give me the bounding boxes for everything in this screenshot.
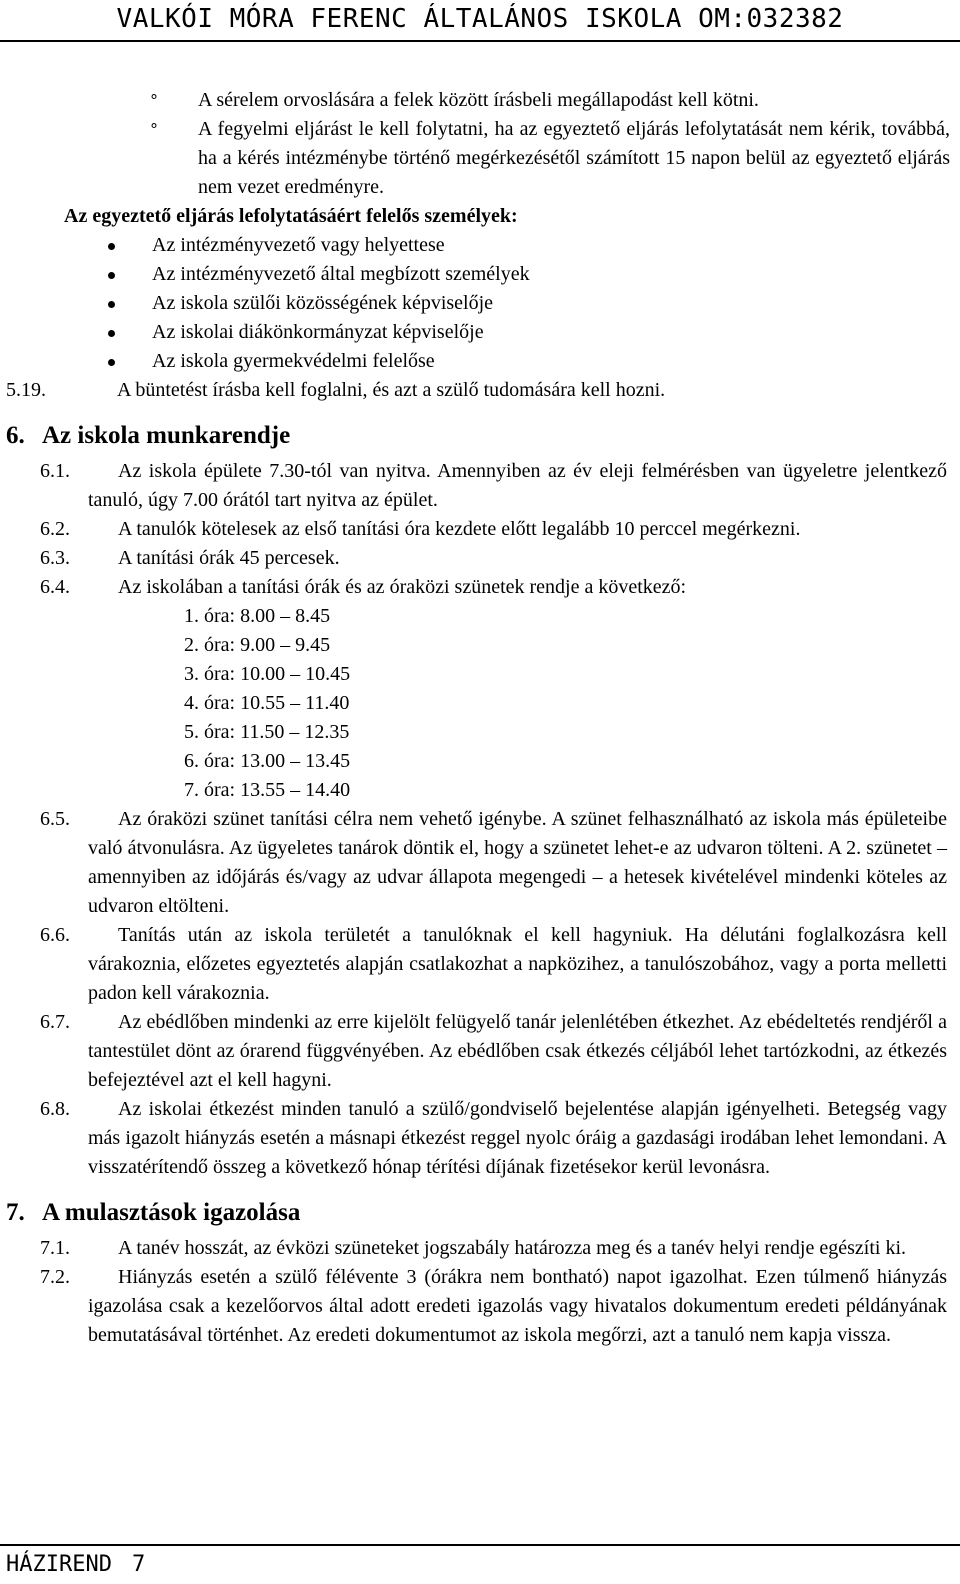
item-text: Az iskolai étkezést minden tanuló a szülő/gondviselő bejelentése alapján igényelheti. Betegség vagy más igazolt hiányzás esetén a másnapi étkezést reggel nyolc óráig a gazdasági irodában lehet lemondani. A visszatérítendő összeg a következő hónap térítési díjának fizetésekor kerül levonásra. [88, 1098, 947, 1178]
numbered-item [0, 457, 960, 515]
numbered-item [0, 544, 960, 573]
numbered-item [0, 921, 960, 1008]
item-number: 6.7. [40, 1011, 70, 1033]
bullet-list-item [0, 289, 960, 318]
item-text: Az óraközi szünet tanítási célra nem vehető igénybe. A szünet felhasználható az iskola más épületeibe való átvonulásra. Az ügyeletes tanárok döntik el, hogy a szünetet lehet-e az udvaron tölteni. A 2. szünetet – amennyiben az időjárás és/vagy az udvar állapota megengedi – a hetesek kivételével mindenki köteles az udvaron eltölteni. [88, 808, 947, 917]
page-header [0, 0, 960, 44]
schedule-row: 2. óra: 9.00 – 9.45 [184, 634, 331, 656]
footer-divider [0, 1544, 960, 1546]
schedule-row: 1. óra: 8.00 – 8.45 [184, 605, 331, 627]
numbered-item [0, 1263, 960, 1350]
item-number: 6.4. [40, 576, 70, 598]
bullet-item-text: Az intézményvezető által megbízott személyek [152, 263, 530, 285]
header-divider [0, 40, 960, 42]
bullet-dot-icon [108, 330, 115, 337]
circle-bullet-icon: ° [150, 120, 158, 139]
item-text: Az iskolában a tanítási órák és az óraközi szünetek rendje a következő: [118, 576, 687, 598]
section-7-heading [0, 1196, 960, 1230]
bullet-dot-icon [108, 359, 115, 366]
schedule-row: 4. óra: 10.55 – 11.40 [184, 692, 350, 714]
lesson-schedule [0, 602, 960, 805]
school-title: VALKÓI MÓRA FERENC ÁLTALÁNOS ISKOLA OM:032382 [116, 4, 844, 34]
footer-label: HÁZIREND [6, 1552, 112, 1577]
circle-item-text: A sérelem orvoslására a felek között írásbeli megállapodást kell kötni. [198, 89, 759, 111]
numbered-item [0, 1095, 960, 1182]
item-number: 6.5. [40, 808, 70, 830]
item-number: 6.1. [40, 460, 70, 482]
schedule-row: 3. óra: 10.00 – 10.45 [184, 663, 351, 685]
numbered-item [0, 515, 960, 544]
section-title: Az iskola munkarendje [42, 422, 291, 449]
item-number: 7.2. [40, 1266, 70, 1288]
bullet-dot-icon [108, 272, 115, 279]
bullet-item-text: Az iskola gyermekvédelmi felelőse [152, 350, 435, 372]
bullet-list-item [0, 347, 960, 376]
bullet-list-item [0, 231, 960, 260]
item-text: A tanulók kötelesek az első tanítási óra kezdete előtt legalább 10 perccel megérkezni. [118, 518, 801, 540]
circle-list-item [0, 115, 960, 202]
circle-item-text: A fegyelmi eljárást le kell folytatni, ha az egyeztető eljárás lefolytatását nem kérik, továbbá, ha a kérés intézménybe történő megérkezésétől számított 15 napon belül az egyeztető eljárás nem vezet eredményre. [198, 118, 950, 198]
bullet-list-item [0, 260, 960, 289]
item-number: 6.3. [40, 547, 70, 569]
section-6-heading [0, 419, 960, 453]
bullet-dot-icon [108, 243, 115, 250]
section-number: 6. [6, 422, 25, 449]
numbered-item [0, 805, 960, 921]
item-number: 5.19. [6, 379, 46, 401]
bullet-list-item [0, 318, 960, 347]
item-text: A tanév hosszát, az évközi szüneteket jogszabály határozza meg és a tanév helyi rendje egészíti ki. [118, 1237, 907, 1259]
item-text: Hiányzás esetén a szülő félévente 3 (órákra nem bontható) napot igazolhat. Ezen túlmenő hiányzás igazolása csak a kezelőorvos által adott eredeti igazolás vagy hivatalos dokumentum eredeti példányának bemutatásával történhet. Az eredeti dokumentumot az iskola megőrzi, azt a tanuló nem kapja vissza. [88, 1266, 947, 1346]
item-text: Az ebédlőben mindenki az erre kijelölt felügyelő tanár jelenlétében étkezhet. Az ebédeltetés rendjéről a tantestület dönt az órarend függvényében. Az ebédlőben csak étkezés céljából lehet tartózkodni, az étkezés befejeztével azt el kell hagyni. [88, 1011, 947, 1091]
item-text: A büntetést írásba kell foglalni, és azt a szülő tudomására kell hozni. [117, 379, 666, 401]
numbered-item [0, 573, 960, 602]
numbered-item [0, 1008, 960, 1095]
bullet-item-text: Az iskolai diákönkormányzat képviselője [152, 321, 484, 343]
bullet-dot-icon [108, 301, 115, 308]
document-body [0, 86, 960, 1350]
item-text: Az iskola épülete 7.30-tól van nyitva. Amennyiben az év eleji felmérésben van ügyeletre jelentkező tanuló, úgy 7.00 órától tart nyitva az épület. [88, 460, 947, 511]
item-text: Tanítás után az iskola területét a tanulóknak el kell hagyniuk. Ha délutáni foglalkozásra kell várakoznia, előzetes egyeztetés alapján csatlakozhat a napközihez, a tanulószobához, vagy a porta melletti padon kell várakoznia. [88, 924, 947, 1004]
item-number: 6.6. [40, 924, 70, 946]
item-text: A tanítási órák 45 percesek. [118, 547, 340, 569]
page-footer [6, 1548, 145, 1582]
numbered-item [0, 1234, 960, 1263]
section-number: 7. [6, 1199, 25, 1226]
bullet-item-text: Az iskola szülői közösségének képviselője [152, 292, 494, 314]
item-number: 7.1. [40, 1237, 70, 1259]
numbered-item-5-19 [0, 376, 960, 405]
page-number: 7 [131, 1552, 146, 1577]
responsible-persons-title: Az egyeztető eljárás lefolytatásáért felelős személyek: [64, 205, 518, 227]
item-number: 6.8. [40, 1098, 70, 1120]
schedule-row: 7. óra: 13.55 – 14.40 [184, 779, 351, 801]
circle-bullet-icon: ° [150, 91, 158, 110]
circle-list-item [0, 86, 960, 115]
section-title: A mulasztások igazolása [42, 1199, 301, 1226]
schedule-row: 5. óra: 11.50 – 12.35 [184, 721, 350, 743]
item-number: 6.2. [40, 518, 70, 540]
bullet-item-text: Az intézményvezető vagy helyettese [152, 234, 445, 256]
schedule-row: 6. óra: 13.00 – 13.45 [184, 750, 351, 772]
